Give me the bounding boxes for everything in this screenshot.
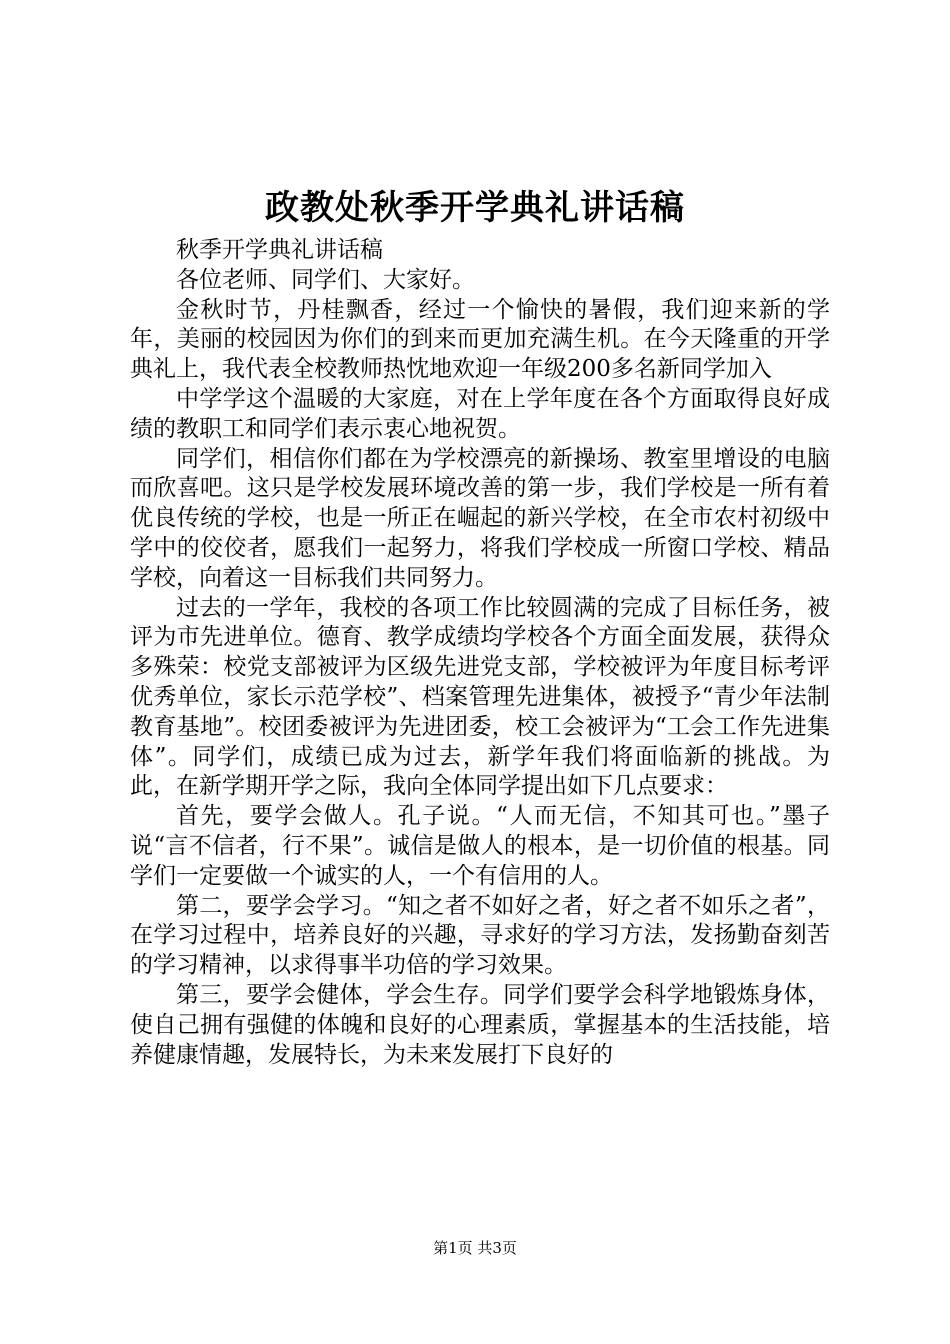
paragraph: 金秋时节，丹桂飘香，经过一个愉快的暑假，我们迎来新的学年，美丽的校园因为你们的到来而更加充满生机。在今天隆重的开学典礼上，我代表全校教师热忱地欢迎一年级200多名新同学加入 <box>130 296 830 383</box>
document-body <box>130 236 830 1070</box>
paragraph: 过去的一学年，我校的各项工作比较圆满的完成了目标任务，被评为市先进单位。德育、教学成绩均学校各个方面全面发展，获得众多殊荣：校党支部被评为区级先进党支部，学校被评为年度目标考评优秀单位，家长示范学校”、档案管理先进集体，被授予“青少年法制教育基地”。校团委被评为先进团委，校工会被评为“工会工作先进集体”。同学们，成绩已成为过去，新学年我们将面临新的挑战。为此，在新学期开学之际，我向全体同学提出如下几点要求： <box>130 594 830 800</box>
document-title: 政教处秋季开学典礼讲话稿 <box>265 188 685 228</box>
paragraph: 第三，要学会健体，学会生存。同学们要学会科学地锻炼身体，使自己拥有强健的体魄和良好的心理素质，掌握基本的生活技能，培养健康情趣，发展特长，为未来发展打下良好的 <box>130 981 830 1068</box>
paragraph: 中学学这个温暖的大家庭，对在上学年度在各个方面取得良好成绩的教职工和同学们表示衷心地祝贺。 <box>130 385 830 442</box>
paragraph-greeting: 各位老师、同学们、大家好。 <box>176 266 475 293</box>
paragraph: 首先，要学会做人。孔子说。“人而无信，不知其可也。”墨子说“言不信者，行不果”。诚信是做人的根本，是一切价值的根基。同学们一定要做一个诚实的人，一个有信用的人。 <box>130 803 830 889</box>
paragraph-heading: 秋季开学典礼讲话稿 <box>176 237 383 263</box>
paragraph: 第二，要学会学习。“知之者不如好之者，好之者不如乐之者”，在学习过程中，培养良好的兴趣，寻求好的学习方法，发扬勤奋刻苦的学习精神，以求得事半功倍的学习效果。 <box>130 892 830 979</box>
paragraph: 同学们，相信你们都在为学校漂亮的新操场、教室里增设的电脑而欣喜吧。这只是学校发展环境改善的第一步，我们学校是一所有着优良传统的学校，也是一所正在崛起的新兴学校，在全市农村初级中学中的佼佼者，愿我们一起努力，将我们学校成一所窗口学校、精品学校，向着这一目标我们共同努力。 <box>130 445 830 591</box>
page-number-footer: 第1页 共3页 <box>433 1239 517 1257</box>
